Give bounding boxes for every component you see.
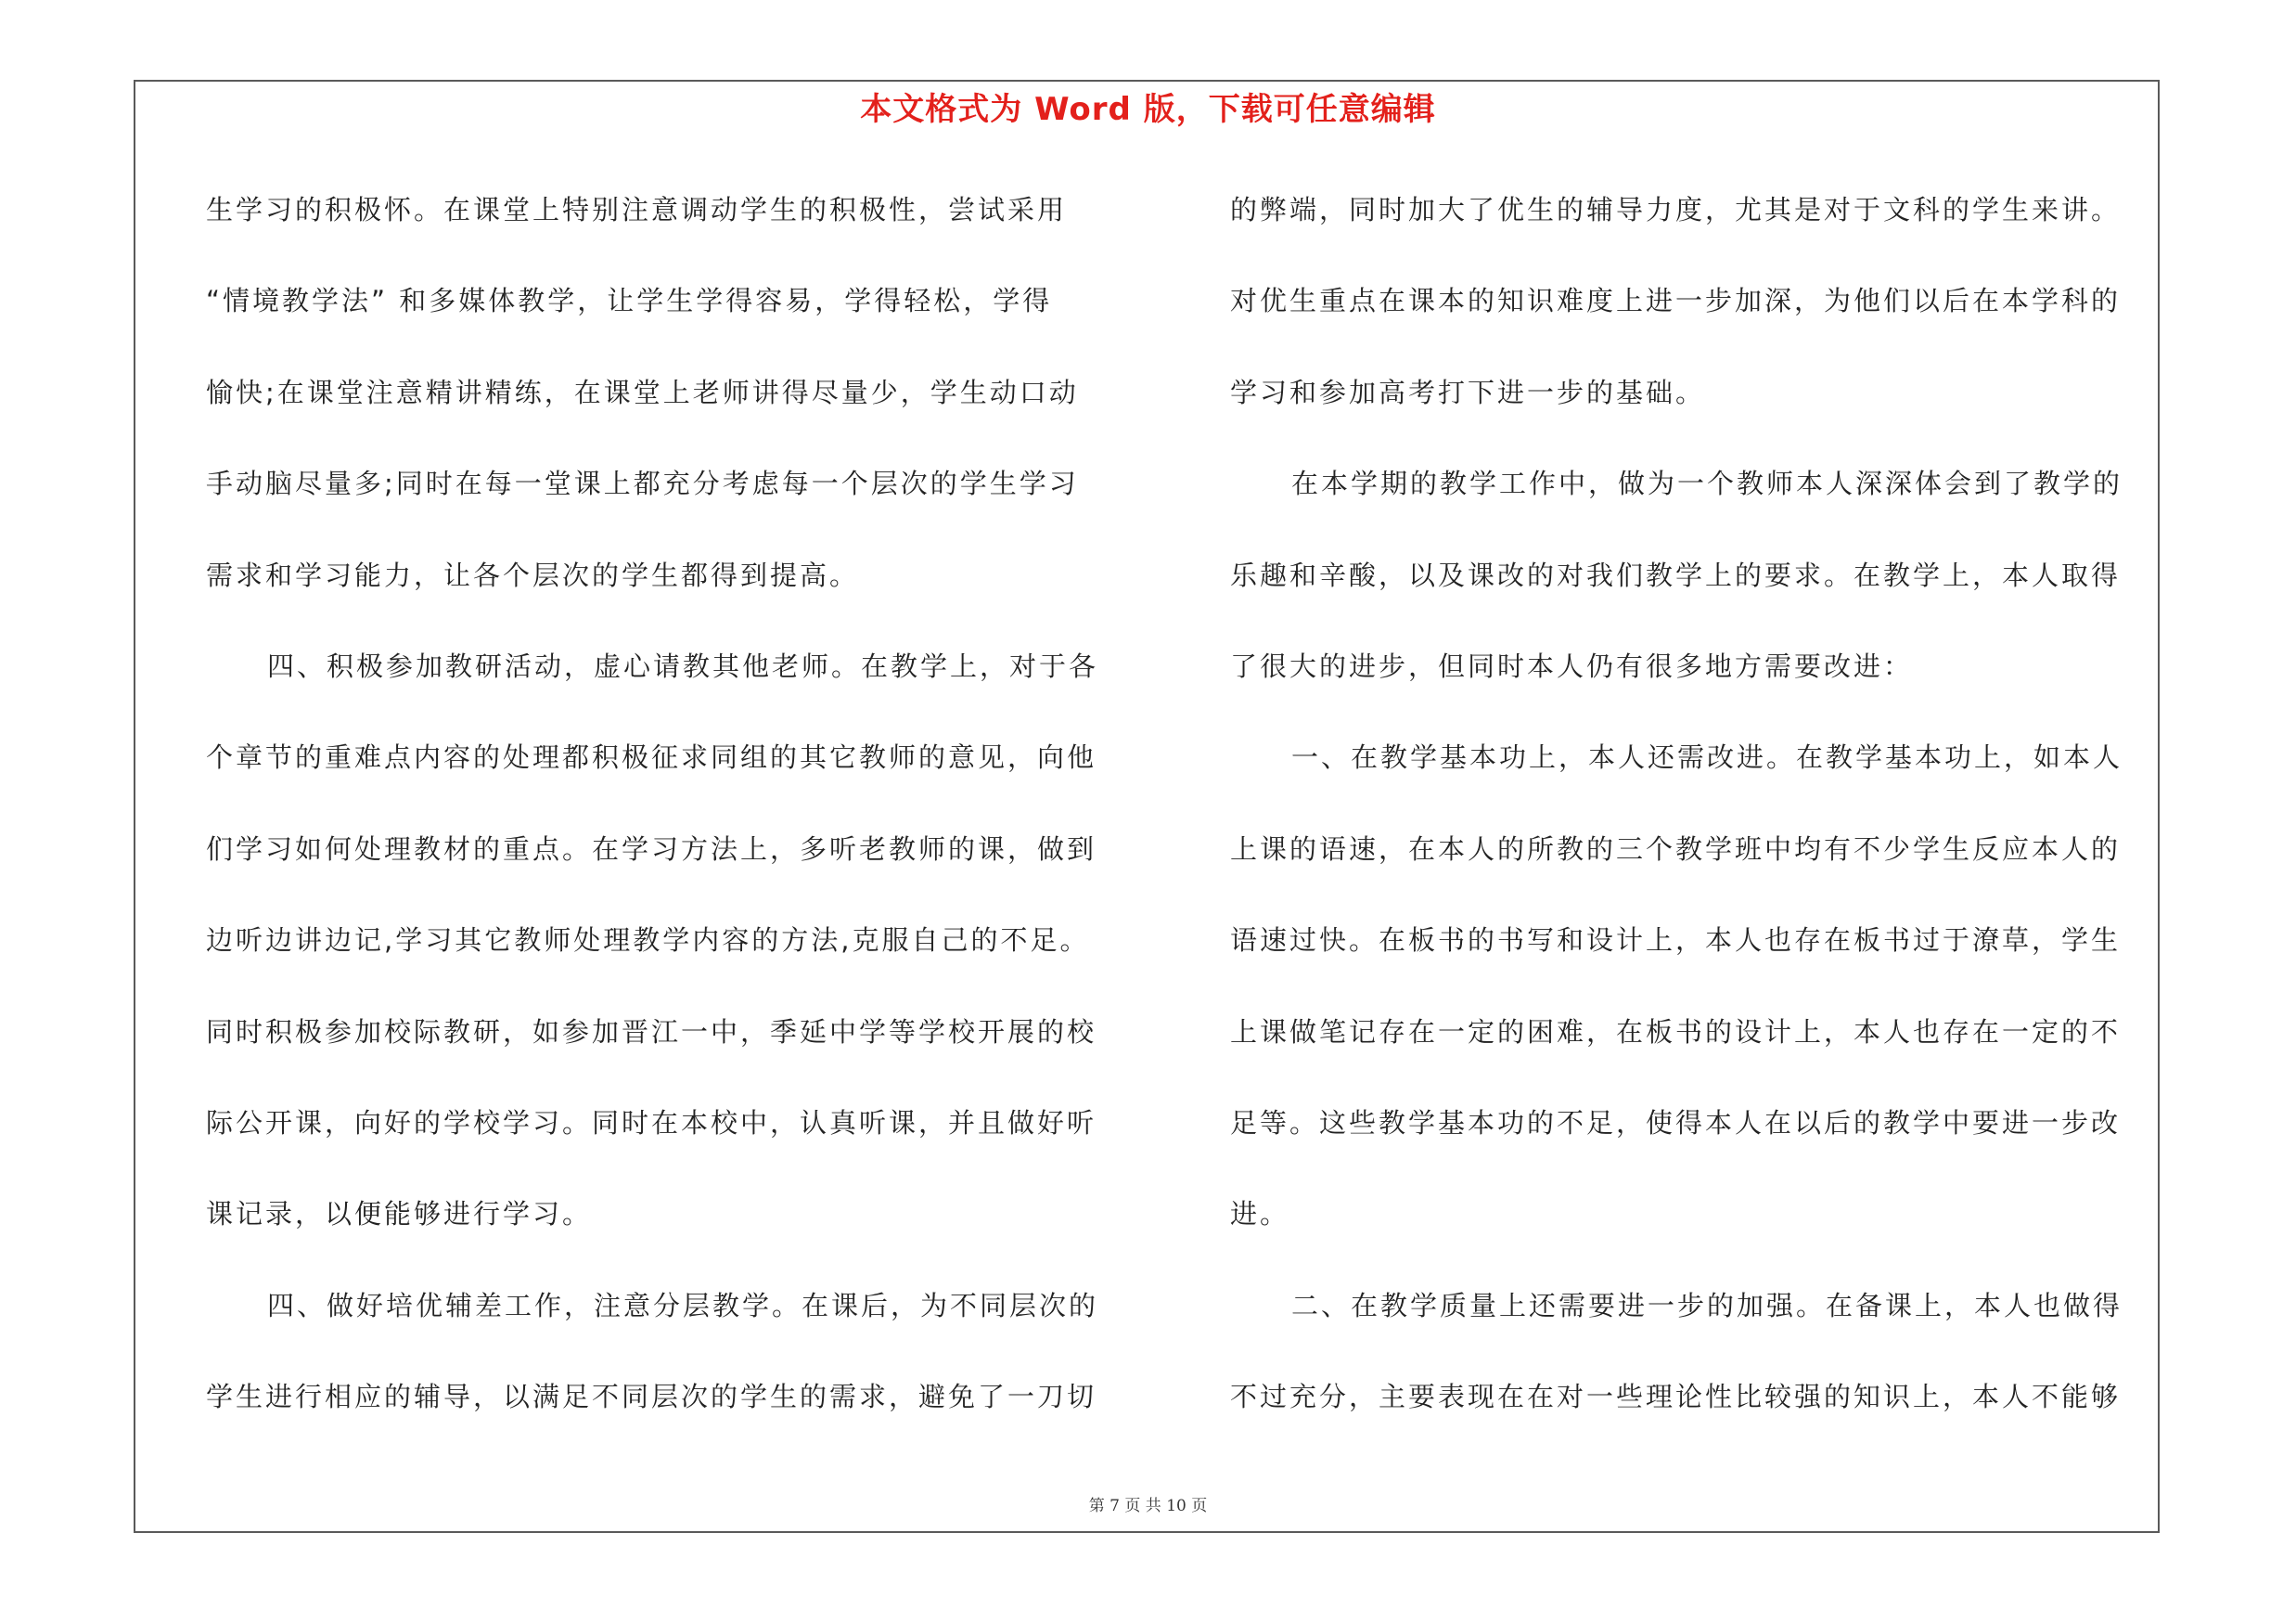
- page-number-footer: 第 7 页 共 10 页: [1088, 1497, 1208, 1515]
- page-banner: 本文格式为 Word 版，下载可任意编辑: [860, 91, 1436, 128]
- text-line: 生学习的积极怀。在课堂上特别注意调动学生的积极性，尝试采用: [206, 194, 1068, 225]
- text-line: 四、积极参加教研活动，虚心请教其他老师。在教学上，对于各: [267, 650, 1099, 682]
- left-text-column: [206, 178, 1129, 1456]
- text-line: 手动脑尽量多;同时在每一堂课上都充分考虑每一个层次的学生学习: [206, 468, 1079, 500]
- text-line: 同时积极参加校际教研，如参加晋江一中，季延中学等学校开展的校: [206, 1015, 1097, 1048]
- text-line: 一、在教学基本功上，本人还需改进。在教学基本功上，如本人: [1291, 741, 2123, 774]
- text-line: 的弊端，同时加大了优生的辅导力度，尤其是对于文科的学生来讲。: [1230, 194, 2122, 225]
- text-line: 了很大的进步，但同时本人仍有很多地方需要改进：: [1230, 650, 1914, 682]
- text-line: 需求和学习能力，让各个层次的学生都得到提高。: [206, 559, 860, 591]
- text-line: 语速过快。在板书的书写和设计上，本人也存在板书过于潦草，学生: [1230, 924, 2122, 957]
- text-line: 课记录，以便能够进行学习。: [206, 1198, 593, 1230]
- text-line: 对优生重点在课本的知识难度上进一步加深，为他们以后在本学科的: [1230, 285, 2122, 317]
- text-line: 边听边讲边记,学习其它教师处理教学内容的方法,克服自己的不足。: [206, 924, 1090, 957]
- text-line: 进。: [1230, 1198, 1290, 1230]
- text-line: 不过充分，主要表现在在对一些理论性比较强的知识上，本人不能够: [1230, 1381, 2122, 1413]
- text-line: 际公开课，向好的学校学习。同时在本校中，认真听课，并且做好听: [206, 1106, 1097, 1139]
- text-line: 足等。这些教学基本功的不足，使得本人在以后的教学中要进一步改: [1230, 1106, 2122, 1139]
- text-line: 在本学期的教学工作中，做为一个教师本人深深体会到了教学的: [1291, 468, 2123, 500]
- text-line: 学生进行相应的辅导，以满足不同层次的学生的需求，避免了一刀切: [206, 1381, 1097, 1413]
- text-line: 上课做笔记存在一定的困难，在板书的设计上，本人也存在一定的不: [1230, 1015, 2122, 1048]
- text-line: 二、在教学质量上还需要进一步的加强。在备课上，本人也做得: [1291, 1289, 2123, 1321]
- text-line: 四、做好培优辅差工作，注意分层教学。在课后，为不同层次的: [267, 1289, 1099, 1321]
- text-line: 们学习如何处理教材的重点。在学习方法上，多听老教师的课，做到: [206, 832, 1097, 865]
- text-line: 学习和参加高考打下进一步的基础。: [1230, 376, 1706, 408]
- text-line: “情境教学法” 和多媒体教学，让学生学得容易，学得轻松，学得: [206, 285, 1053, 317]
- text-line: 个章节的重难点内容的处理都积极征求同组的其它教师的意见，向他: [206, 741, 1097, 774]
- right-text-column: [1230, 178, 2153, 1456]
- text-line: 上课的语速，在本人的所教的三个教学班中均有不少学生反应本人的: [1230, 832, 2122, 865]
- text-line: 乐趣和辛酸，以及课改的对我们教学上的要求。在教学上，本人取得: [1230, 559, 2122, 591]
- text-line: 愉快;在课堂注意精讲精练，在课堂上老师讲得尽量少，学生动口动: [206, 376, 1079, 408]
